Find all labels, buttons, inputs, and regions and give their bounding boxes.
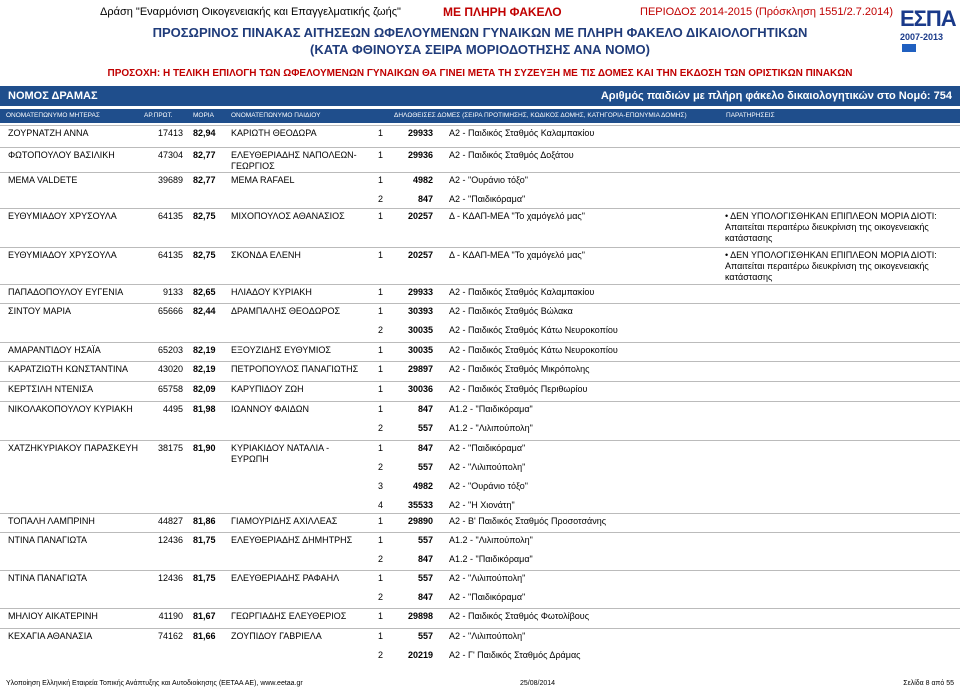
points-value: 82,75 [193,211,216,221]
mother-name: ΕΥΘΥΜΙΑΔΟΥ ΧΡΥΣΟΥΛΑ [8,211,117,221]
structure-name: Δ - ΚΔΑΠ-ΜΕΑ "Το χαμόγελό μας" [449,250,585,260]
row-separator [0,303,960,304]
structure-name: Α2 - "Παιδικόραμα" [449,443,526,453]
espa-logo [900,6,956,60]
structure-name: Δ - ΚΔΑΠ-ΜΕΑ "Το χαμόγελό μας" [449,211,585,221]
mother-name: ΧΑΤΖΗΚΥΡΙΑΚΟΥ ΠΑΡΑΣΚΕΥΗ [8,443,139,453]
protocol-number: 38175 [157,443,183,453]
col-notes: ΠΑΡΑΤΗΡΗΣΕΙΣ [726,112,775,119]
structure-code: 29897 [407,364,433,374]
structure-code: 30036 [407,384,433,394]
preference-order: 1 [378,573,384,583]
footer-page: Σελίδα 8 από 55 [903,680,954,687]
preference-order: 1 [378,345,384,355]
structure-name: Α2 - Παιδικός Σταθμός Δοξάτου [449,150,574,160]
row-separator [0,608,960,609]
structure-code: 4982 [412,175,433,185]
row-separator [0,125,960,126]
child-name: ΔΡΑΜΠΑΛΗΣ ΘΕΟΔΩΡΟΣ [231,306,341,316]
child-name: ΚΑΡΥΠΙΔΟΥ ΖΩΗ [231,384,304,394]
child-name: ΕΞΟΥΖΙΔΗΣ ΕΥΘΥΜΙΟΣ [231,345,331,355]
child-name: ΠΕΤΡΟΠΟΥΛΟΣ ΠΑΝΑΓΙΩΤΗΣ [231,364,359,374]
structure-code: 4982 [412,481,433,491]
col-structures: ΔΗΛΩΘΕΙΣΕΣ ΔΟΜΕΣ (ΣΕΙΡΑ ΠΡΟΤΙΜΗΣΗΣ, ΚΩΔΙΚΟΣ ΔΟΜΗΣ, ΚΑΤΗΓΟΡΙΑ-ΕΠΩΝΥΜΙΑ ΔΟΜΗΣ) [394,112,687,119]
points-value: 81,66 [193,631,216,641]
preference-order: 1 [378,211,384,221]
preference-order: 4 [378,500,384,510]
structure-code: 20219 [407,650,433,660]
protocol-number: 44827 [157,516,183,526]
preference-order: 1 [378,150,384,160]
eu-flag-icon [902,44,916,52]
structure-name: Α2 - Παιδικός Σταθμός Κάτω Νευροκοπίου [449,325,618,335]
structure-name: Α2 - "Ουράνιο τόξο" [449,481,529,491]
row-separator [0,440,960,441]
mother-name: ΑΜΑΡΑΝΤΙΔΟΥ ΗΣΑΪΑ [8,345,101,355]
structure-name: Α2 - "Λιλιπούπολη" [449,631,526,641]
points-value: 81,90 [193,443,216,453]
structure-code: 20257 [407,211,433,221]
structure-name: Α2 - "Παιδικόραμα" [449,592,526,602]
warning-text: ΠΡΟΣΟΧΗ: Η ΤΕΛΙΚΗ ΕΠΙΛΟΓΗ ΤΩΝ ΩΦΕΛΟΥΜΕΝΩΝ ΓΥΝΑΙΚΩΝ ΘΑ ΓΙΝΕΙ ΜΕΤΑ ΤΗ ΣΥΖΕΥΞΗ ΜΕ ΤΙΣ ΔΟΜΕΣ ΚΑΙ ΤΗΝ ΕΚΔΟΣΗ ΤΩΝ ΟΡΙΣΤΙΚΩΝ ΠΙΝΑΚΩΝ [107,68,853,79]
prefecture-name: ΝΟΜΟΣ ΔΡΑΜΑΣ [8,90,98,102]
row-separator [0,628,960,629]
child-name: ΕΛΕΥΘΕΡΙΑΔΗΣ ΔΗΜΗΤΡΗΣ [231,535,353,545]
preference-order: 1 [378,611,384,621]
col-protocol: ΑΡ.ΠΡΩΤ. [144,112,173,119]
protocol-number: 65758 [157,384,183,394]
child-name: ΓΙΑΜΟΥΡΙΔΗΣ ΑΧΙΛΛΕΑΣ [231,516,338,526]
structure-name: Α1.2 - "Λιλιπούπολη" [449,423,533,433]
protocol-number: 39689 [157,175,183,185]
structure-code: 30035 [407,325,433,335]
structure-name: Α2 - "Παιδικόραμα" [449,194,526,204]
mother-name: ΚΕΡΤΣΙΛΗ ΝΤΕΝΙΣΑ [8,384,94,394]
structure-code: 30393 [407,306,433,316]
col-mother: ΟΝΟΜΑΤΕΠΩΝΥΜΟ ΜΗΤΕΡΑΣ [6,112,100,119]
row-separator [0,208,960,209]
remark-text: • ΔΕΝ ΥΠΟΛΟΓΙΣΘΗΚΑΝ ΕΠΙΠΛΕΟΝ ΜΟΡΙΑ ΔΙΟΤΙ: [725,250,937,260]
preference-order: 1 [378,384,384,394]
structure-name: Α2 - Παιδικός Σταθμός Καλαμπακίου [449,287,595,297]
mother-name: ΜΗΛΙΟΥ ΑΙΚΑΤΕΡΙΝΗ [8,611,98,621]
preference-order: 1 [378,535,384,545]
remark-text: • ΔΕΝ ΥΠΟΛΟΓΙΣΘΗΚΑΝ ΕΠΙΠΛΕΟΝ ΜΟΡΙΑ ΔΙΟΤΙ: [725,211,937,221]
structure-name: Α2 - "Λιλιπούπολη" [449,462,526,472]
protocol-number: 4495 [162,404,183,414]
remark-text: κατάστασης [725,272,773,282]
points-value: 82,94 [193,128,216,138]
structure-code: 557 [417,462,433,472]
preference-order: 1 [378,443,384,453]
preference-order: 2 [378,325,384,335]
protocol-number: 64135 [157,250,183,260]
structure-name: Α2 - Παιδικός Σταθμός Βώλακα [449,306,573,316]
row-separator [0,172,960,173]
child-name: ΖΟΥΠΙΔΟΥ ΓΑΒΡΙΕΛΑ [231,631,322,641]
page-header [0,0,960,64]
children-count: Αριθμός παιδιών με πλήρη φάκελο δικαιολογητικών στο Νομό: 754 [600,90,952,102]
protocol-number: 9133 [162,287,183,297]
structure-name: Α2 - "Λιλιπούπολη" [449,573,526,583]
protocol-number: 12436 [157,573,183,583]
col-child: ΟΝΟΜΑΤΕΠΩΝΥΜΟ ΠΑΙΔΙΟΥ [231,112,321,119]
structure-code: 29898 [407,611,433,621]
preference-order: 2 [378,194,384,204]
footer-company: Υλοποίηση Ελληνική Εταιρεία Τοπικής Ανάπτυξης και Αυτοδιοίκησης (ΕΕΤΑΑ ΑΕ), www.eetaa.gr [6,680,303,687]
child-name: ΕΛΕΥΘΕΡΙΑΔΗΣ ΝΑΠΟΛΕΩΝ- [231,150,357,160]
points-value: 82,75 [193,250,216,260]
child-name: ΗΛΙΑΔΟΥ ΚΥΡΙΑΚΗ [231,287,312,297]
row-separator [0,401,960,402]
mother-name: ΖΟΥΡΝΑΤΖΗ ΑΝΝΑ [8,128,89,138]
row-separator [0,513,960,514]
mother-name: ΚΑΡΑΤΖΙΩΤΗ ΚΩΝΣΤΑΝΤΙΝΑ [8,364,129,374]
preference-order: 1 [378,250,384,260]
structure-name: Α2 - "Η Χιονάτη" [449,500,515,510]
child-name: ΚΑΡΙΩΤΗ ΘΕΟΔΩΡΑ [231,128,317,138]
structure-name: Α1.2 - "Παιδικόραμα" [449,404,533,414]
preference-order: 1 [378,631,384,641]
structure-name: Α2 - Παιδικός Σταθμός Φωτολίβους [449,611,590,621]
preference-order: 2 [378,650,384,660]
structure-code: 847 [417,404,433,414]
child-name: ΕΛΕΥΘΕΡΙΑΔΗΣ ΡΑΦΑΗΛ [231,573,340,583]
points-value: 81,75 [193,573,216,583]
preference-order: 2 [378,423,384,433]
espa-logo-text: ΕΣΠΑ [900,6,956,31]
structure-name: Α2 - Γ' Παιδικός Σταθμός Δράμας [449,650,581,660]
child-name: ΓΕΩΡΓΙΑΔΗΣ ΕΛΕΥΘΕΡΙΟΣ [231,611,347,621]
protocol-number: 17413 [157,128,183,138]
row-separator [0,147,960,148]
preference-order: 1 [378,287,384,297]
preference-order: 1 [378,306,384,316]
structure-code: 557 [417,573,433,583]
structure-code: 557 [417,535,433,545]
child-name: ΙΩΑΝΝΟΥ ΦΑΙΔΩΝ [231,404,309,414]
points-value: 81,67 [193,611,216,621]
remark-text: Απαιτείται περαιτέρω διευκρίνιση της οικογενειακής [725,222,929,232]
row-separator [0,532,960,533]
mother-name: ΚΕΧΑΓΙΑ ΑΘΑΝΑΣΙΑ [8,631,93,641]
preference-order: 1 [378,404,384,414]
child-name: ΓΕΩΡΓΙΟΣ [231,161,275,171]
points-value: 82,77 [193,175,216,185]
preference-order: 1 [378,128,384,138]
row-separator [0,247,960,248]
preference-order: 2 [378,462,384,472]
mother-name: ΠΑΠΑΔΟΠΟΥΛΟΥ ΕΥΓΕΝΙΑ [8,287,124,297]
points-value: 82,44 [193,306,216,316]
mother-name: ΝΤΙΝΑ ΠΑΝΑΓΙΩΤΑ [8,535,88,545]
structure-code: 29890 [407,516,433,526]
structure-code: 557 [417,631,433,641]
table-header [0,109,960,123]
preference-order: 2 [378,554,384,564]
points-value: 82,19 [193,364,216,374]
prefecture-bar [0,86,960,106]
row-separator [0,342,960,343]
structure-code: 29933 [407,128,433,138]
structure-code: 847 [417,194,433,204]
points-value: 81,86 [193,516,216,526]
espa-logo-years: 2007-2013 [900,32,944,42]
structure-code: 557 [417,423,433,433]
mother-name: ΣΙΝΤΟΥ ΜΑΡΙΑ [8,306,71,316]
preference-order: 1 [378,364,384,374]
row-separator [0,381,960,382]
protocol-number: 65203 [157,345,183,355]
structure-code: 30035 [407,345,433,355]
structure-name: Α2 - Παιδικός Σταθμός Καλαμπακίου [449,128,595,138]
mother-name: ΜΕΜΑ VALDETE [8,175,78,185]
mother-name: ΦΩΤΟΠΟΥΛΟΥ ΒΑΣΙΛΙΚΗ [8,150,115,160]
points-value: 82,77 [193,150,216,160]
mother-name: ΝΤΙΝΑ ΠΑΝΑΓΙΩΤΑ [8,573,88,583]
period-label: ΠΕΡΙΟΔΟΣ 2014-2015 (Πρόσκληση 1551/2.7.2014) [640,6,894,18]
points-value: 82,65 [193,287,216,297]
structure-name: Α2 - Παιδικός Σταθμός Περιθωρίου [449,384,588,394]
remark-text: Απαιτείται περαιτέρω διευκρίνιση της οικογενειακής [725,261,929,271]
structure-name: Α1.2 - "Παιδικόραμα" [449,554,533,564]
file-title: ΜΕ ΠΛΗΡΗ ΦΑΚΕΛΟ [443,5,562,19]
mother-name: ΝΙΚΟΛΑΚΟΠΟΥΛΟΥ ΚΥΡΙΑΚΗ [8,404,133,414]
preference-order: 2 [378,592,384,602]
sub-title: (ΚΑΤΑ ΦΘΙΝΟΥΣΑ ΣΕΙΡΑ ΜΟΡΙΟΔΟΤΗΣΗΣ ΑΝΑ ΝΟΜΟ) [310,42,650,57]
structure-name: Α2 - Παιδικός Σταθμός Μικρόπολης [449,364,590,374]
col-points: ΜΟΡΙΑ [193,112,214,119]
remark-text: κατάστασης [725,233,773,243]
structure-code: 847 [417,592,433,602]
preference-order: 1 [378,516,384,526]
structure-code: 847 [417,443,433,453]
structure-name: Α2 - Παιδικός Σταθμός Κάτω Νευροκοπίου [449,345,618,355]
child-name: ΜΕΜΑ RAFAEL [231,175,295,185]
protocol-number: 64135 [157,211,183,221]
preference-order: 1 [378,175,384,185]
structure-name: Α1.2 - "Λιλιπούπολη" [449,535,533,545]
points-value: 81,98 [193,404,216,414]
structure-code: 29933 [407,287,433,297]
footer-date: 25/08/2014 [520,680,556,687]
structure-name: Α2 - Β' Παιδικός Σταθμός Προσοτσάνης [449,516,607,526]
protocol-number: 47304 [157,150,183,160]
mother-name: ΤΟΠΑΛΗ ΛΑΜΠΡΙΝΗ [8,516,95,526]
child-name: ΣΚΟΝΔΑ ΕΛΕΝΗ [231,250,301,260]
protocol-number: 74162 [157,631,183,641]
points-value: 81,75 [193,535,216,545]
protocol-number: 43020 [157,364,183,374]
structure-code: 20257 [407,250,433,260]
structure-code: 29936 [407,150,433,160]
row-separator [0,361,960,362]
program-title: Δράση "Εναρμόνιση Οικογενειακής και Επαγγελματικής ζωής" [100,6,401,18]
protocol-number: 41190 [158,611,183,621]
child-name: ΚΥΡΙΑΚΙΔΟΥ ΝΑΤΑΛΙΑ - [231,443,330,453]
points-value: 82,09 [193,384,216,394]
structure-code: 847 [417,554,433,564]
structure-name: Α2 - "Ουράνιο τόξο" [449,175,529,185]
child-name: ΜΙΧΟΠΟΥΛΟΣ ΑΘΑΝΑΣΙΟΣ [231,211,345,221]
structure-code: 35533 [407,500,433,510]
points-value: 82,19 [193,345,216,355]
protocol-number: 12436 [157,535,183,545]
mother-name: ΕΥΘΥΜΙΑΔΟΥ ΧΡΥΣΟΥΛΑ [8,250,117,260]
child-name: ΕΥΡΩΠΗ [231,454,269,464]
preference-order: 3 [378,481,384,491]
row-separator [0,570,960,571]
protocol-number: 65666 [157,306,183,316]
main-title: ΠΡΟΣΩΡΙΝΟΣ ΠΙΝΑΚΑΣ ΑΙΤΗΣΕΩΝ ΩΦΕΛΟΥΜΕΝΩΝ ΓΥΝΑΙΚΩΝ ΜΕ ΠΛΗΡΗ ΦΑΚΕΛΟ ΔΙΚΑΙΟΛΟΓΗΤΙΚΩΝ [152,25,808,40]
row-separator [0,284,960,285]
